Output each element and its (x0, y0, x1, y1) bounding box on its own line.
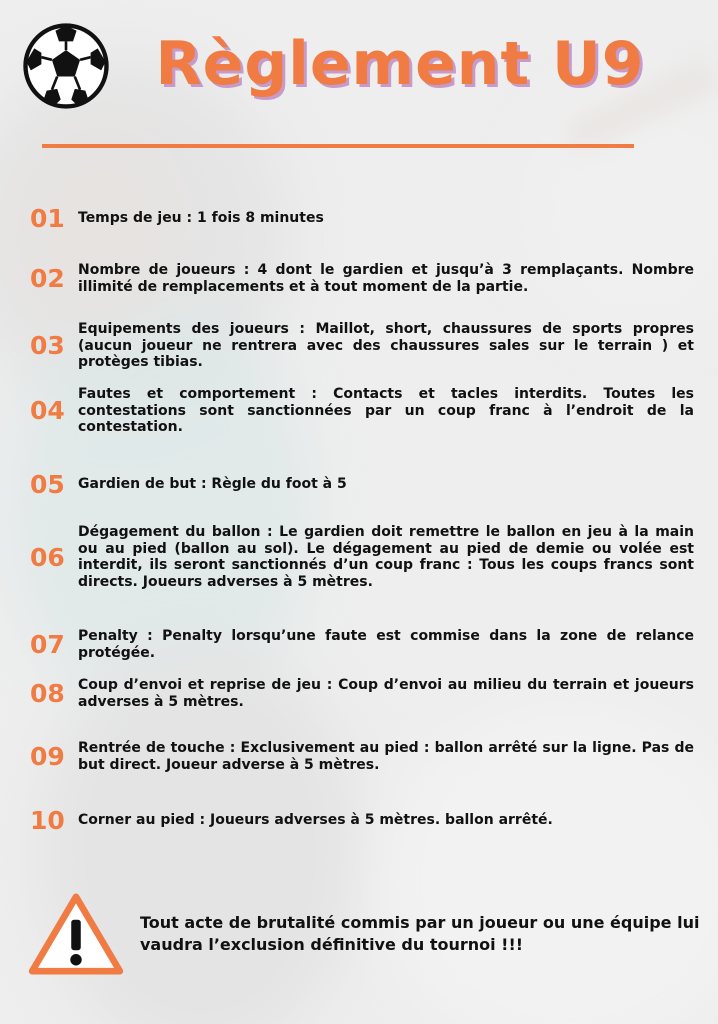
rule-item-01 (30, 204, 694, 233)
rule-text: Penalty : Penalty lorsqu’une faute est commise dans la zone de relance protégée. (78, 628, 694, 661)
rule-text: Nombre de joueurs : 4 dont le gardien et jusqu’à 3 remplaçants. Nombre illimité de remplacements et à tout moment de la partie. (78, 262, 694, 295)
rule-number: 05 (30, 470, 65, 499)
rule-item-05 (30, 470, 694, 499)
rule-number: 09 (30, 742, 65, 771)
rule-text: Fautes et comportement : Contacts et tacles interdits. Toutes les contestations sont sanctionnées par un coup franc à l’endroit de la contestation. (78, 386, 694, 435)
rule-item-04 (30, 386, 694, 436)
title-underline (42, 144, 634, 148)
rule-item-07 (30, 628, 694, 661)
page-title: Règlement U9 (155, 29, 645, 99)
soccer-ball-icon (22, 22, 110, 110)
rule-number: 06 (30, 542, 65, 572)
rule-number: 02 (30, 264, 65, 293)
rule-text: Dégagement du ballon : Le gardien doit remettre le ballon en jeu à la main ou au pied (ballon au sol). Le dégagement au pied de demie ou volée est interdit, ils seront sanctionnés d’un coup franc : Tous les coups francs sont directs. Joueurs adverses à 5 mètres. (78, 524, 694, 590)
rule-item-03 (30, 321, 694, 371)
rule-text: Temps de jeu : 1 fois 8 minutes (78, 210, 324, 227)
warning-triangle-icon (28, 893, 124, 975)
rule-item-06 (30, 524, 694, 590)
rule-number: 07 (30, 630, 65, 659)
rule-text: Gardien de but : Règle du foot à 5 (78, 476, 347, 493)
rule-number: 10 (30, 806, 65, 835)
rule-text: Equipements des joueurs : Maillot, short, chaussures de sports propres (aucun joueur ne rentrera avec des chaussures sales sur le terrain ) et protèges tibias. (78, 321, 694, 370)
rule-text: Coup d’envoi et reprise de jeu : Coup d’envoi au milieu du terrain et joueurs adverses à 5 mètres. (78, 677, 694, 710)
rule-item-08 (30, 677, 694, 710)
rule-number: 04 (30, 396, 65, 426)
rule-item-09 (30, 740, 694, 773)
warning-message: Tout acte de brutalité commis par un joueur ou une équipe lui vaudra l’exclusion définitive du tournoi !!! (140, 913, 700, 954)
rule-text: Corner au pied : Joueurs adverses à 5 mètres. ballon arrêté. (78, 812, 553, 829)
rule-text: Rentrée de touche : Exclusivement au pied : ballon arrêté sur la ligne. Pas de but direct. Joueur adverse à 5 mètres. (78, 740, 694, 773)
rule-number: 08 (30, 679, 65, 708)
rule-item-02 (30, 262, 694, 295)
rule-number: 03 (30, 331, 65, 361)
rule-item-10 (30, 806, 694, 835)
rule-number: 01 (30, 204, 65, 233)
